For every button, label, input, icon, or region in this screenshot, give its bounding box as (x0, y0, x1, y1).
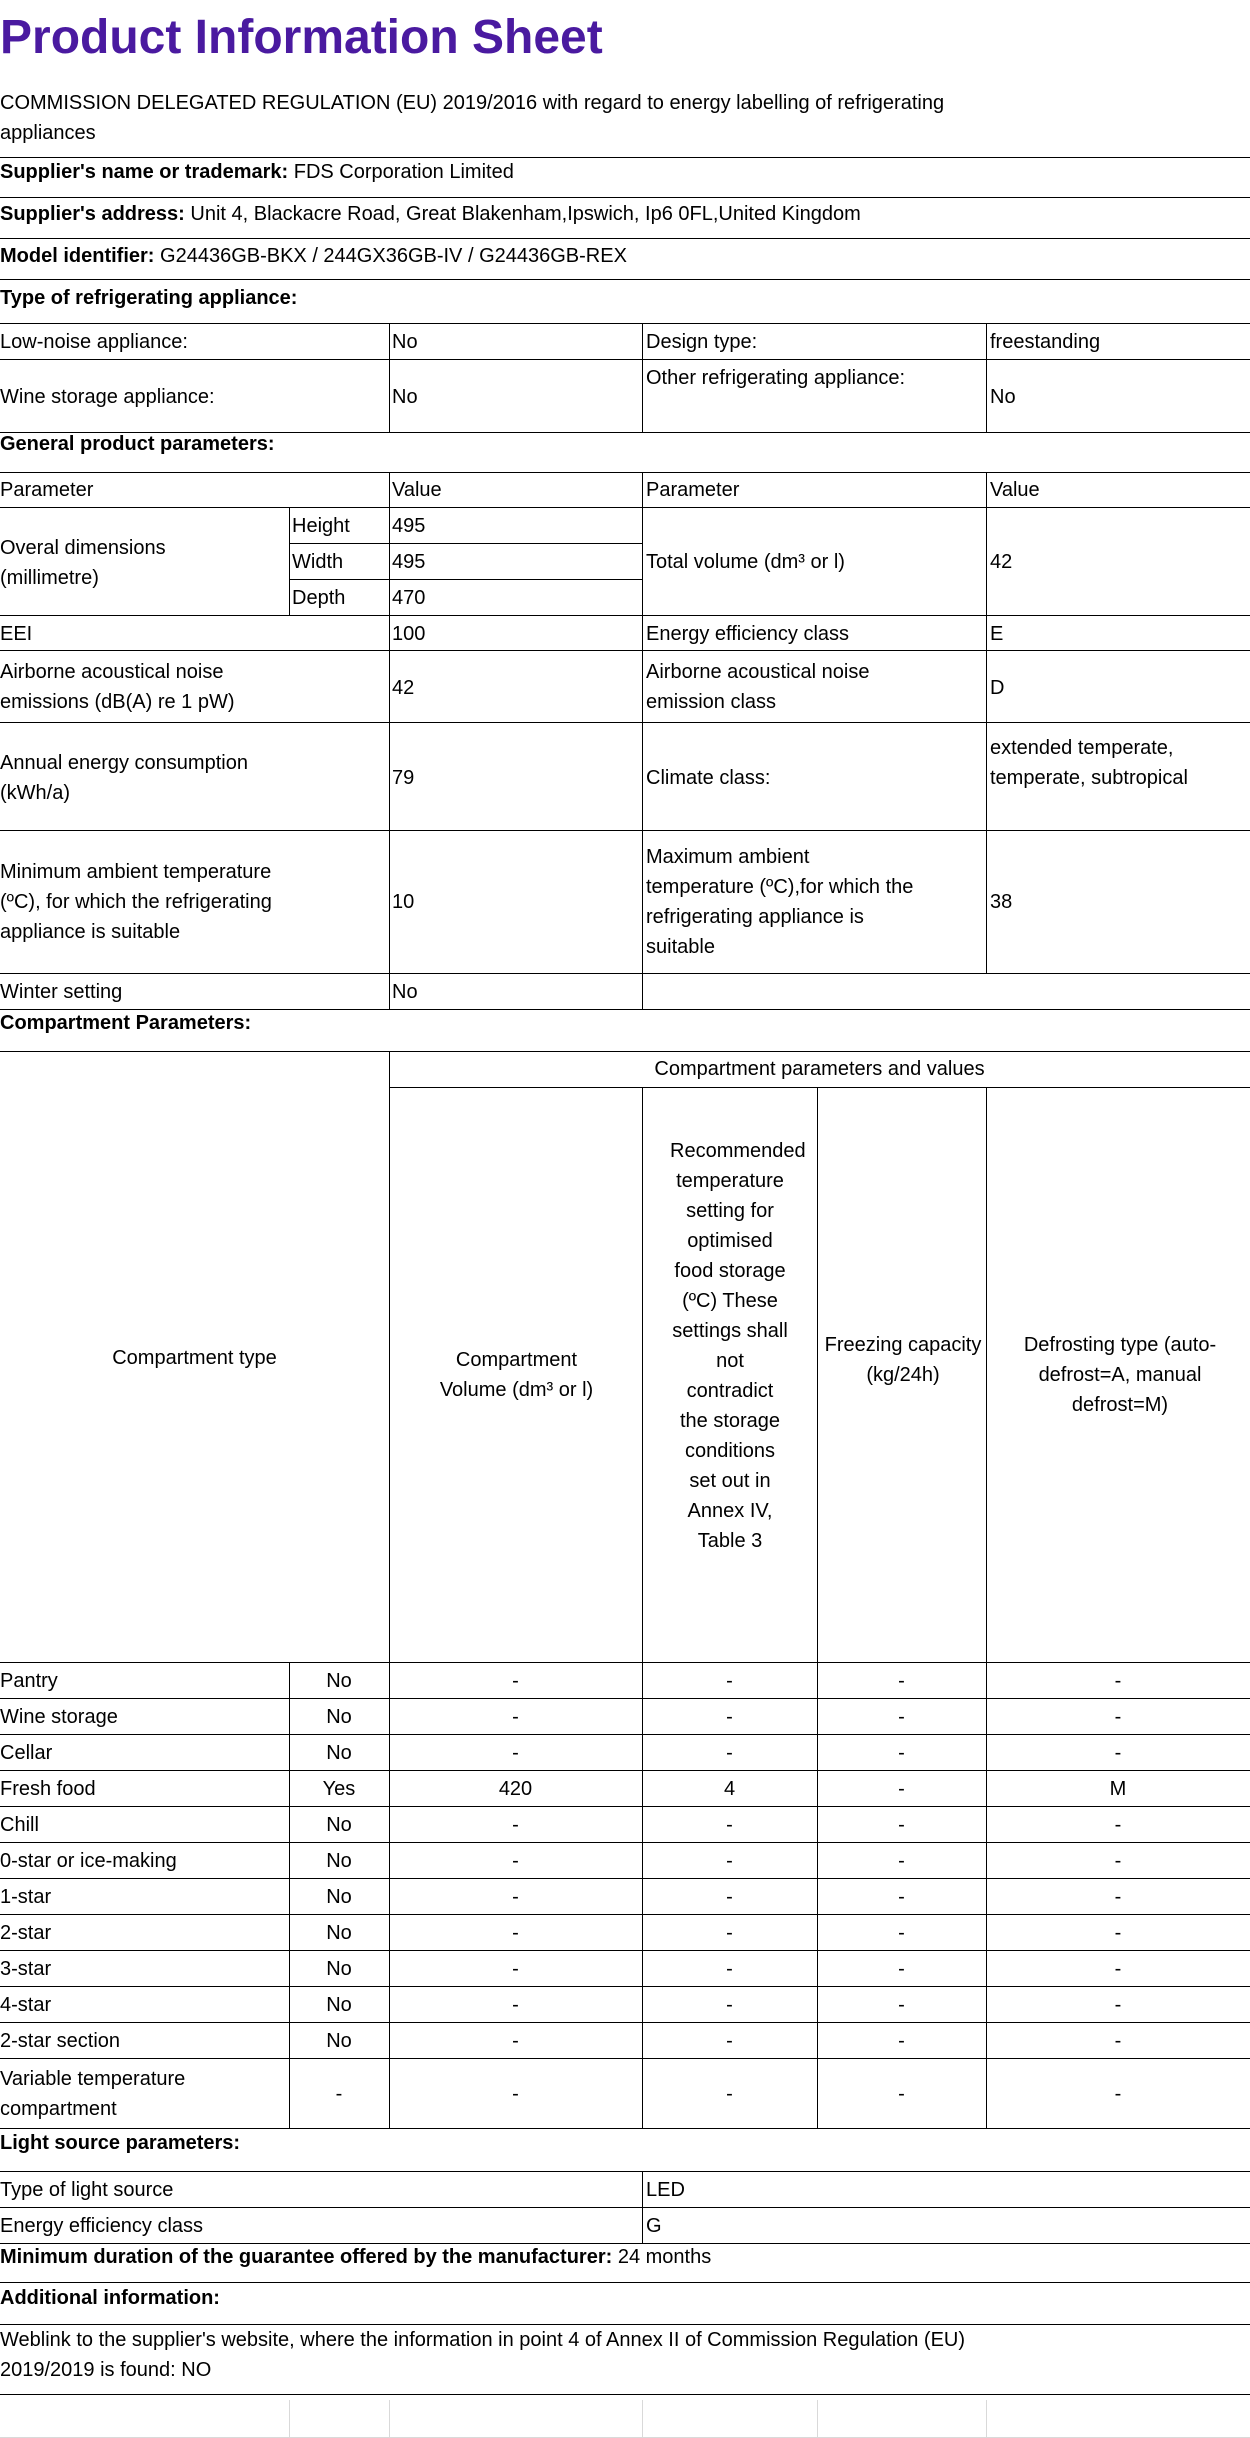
light-eec-value: G (646, 2215, 662, 2237)
eei-label: EEI (0, 623, 33, 645)
dimensions-label: Overal dimensions (millimetre) (0, 537, 166, 589)
compartment-present: No (326, 1922, 352, 1944)
min-ambient-label: Minimum ambient temperature (ºC), for which the refrigerating appliance is suitable (0, 861, 272, 943)
compartment-name: Pantry (0, 1670, 58, 1692)
compartment-name: Chill (0, 1814, 39, 1836)
compartment-name: 2-star (0, 1922, 52, 1944)
annual-consumption-value: 79 (392, 767, 415, 789)
col-compartment-type: Compartment type (112, 1347, 277, 1369)
noise-label: Airborne acoustical noise emissions (dB(A) re 1 pW) (0, 661, 235, 713)
height-value: 495 (392, 515, 426, 537)
col-defrost-type: Defrosting type (auto-defrost=A, manual defrost=M) (1023, 1334, 1217, 1416)
row-divider (0, 1698, 1250, 1699)
compartment-temp: - (726, 1850, 733, 1872)
supplier-address-value: Unit 4, Blackacre Road, Great Blakenham,Ipswich, Ip6 0FL,United Kingdom (190, 203, 861, 225)
compartment-freezing: - (898, 2083, 905, 2105)
compartment-defrost: - (1114, 1958, 1122, 1980)
col-parameter: Parameter (0, 479, 94, 501)
row-divider (0, 1770, 1250, 1771)
guarantee-row (0, 2246, 711, 2269)
eei-value: 100 (392, 623, 426, 645)
other-appliance-value: No (990, 386, 1016, 408)
col-value: Value (392, 479, 442, 501)
regulation-subtitle: COMMISSION DELEGATED REGULATION (EU) 2019/2016 with regard to energy labelling of refrigerating appliances (0, 92, 945, 144)
compartment-defrost: - (1114, 2083, 1122, 2105)
compartment-defrost: - (1114, 1886, 1122, 1908)
compartment-temp: - (726, 1742, 733, 1764)
compartment-defrost: - (1114, 1850, 1122, 1872)
compartment-present: No (326, 1670, 352, 1692)
supplier-address-row (0, 203, 861, 226)
wine-appliance-label: Wine storage appliance: (0, 386, 215, 408)
additional-heading: Additional information: (0, 2287, 220, 2309)
compartment-name: Variable temperature compartment (0, 2068, 186, 2120)
compartment-temp: - (726, 1706, 733, 1728)
compartment-volume: - (512, 1994, 519, 2016)
compartment-volume: - (512, 1706, 519, 1728)
width-value: 495 (392, 551, 426, 573)
row-divider (0, 2058, 1250, 2059)
compartment-temp: - (726, 1670, 733, 1692)
supplier-name-value: FDS Corporation Limited (293, 161, 514, 183)
total-volume-value: 42 (990, 551, 1013, 573)
compartment-temp: - (726, 2030, 733, 2052)
row-divider (0, 1842, 1250, 1843)
row-divider (0, 2022, 1250, 2023)
row-divider (0, 1734, 1250, 1735)
compartment-name: 1-star (0, 1886, 52, 1908)
compartment-present: No (326, 1994, 352, 2016)
compartment-temp: - (726, 1994, 733, 2016)
compartment-volume: - (512, 1670, 519, 1692)
climate-class-value: extended temperate, temperate, subtropical (990, 737, 1188, 789)
depth-value: 470 (392, 587, 426, 609)
compartment-defrost: M (1109, 1778, 1127, 1800)
model-row (0, 245, 627, 268)
depth-label: Depth (292, 587, 346, 609)
col-value-2: Value (990, 479, 1040, 501)
winter-setting-value: No (392, 981, 418, 1003)
col-recommended-temp: Recommended temperature setting for optimised food storage (ºC) These settings shall not contradict the storage conditions set out in Annex IV, Table 3 (670, 1140, 806, 1552)
compartment-freezing: - (898, 1778, 905, 1800)
wine-appliance-value: No (392, 386, 418, 408)
supplier-address-label: Supplier's address: (0, 203, 185, 225)
compartment-name: 0-star or ice-making (0, 1850, 177, 1872)
climate-class-label: Climate class: (646, 767, 771, 789)
light-type-value: LED (646, 2179, 685, 2201)
weblink-text: Weblink to the supplier's website, where the information in point 4 of Annex II of Commission Regulation (EU) 2019/2019 is found: (0, 2329, 966, 2381)
compartment-name: Wine storage (0, 1706, 118, 1728)
annual-consumption-label: Annual energy consumption (kWh/a) (0, 752, 248, 804)
max-ambient-value: 38 (990, 891, 1013, 913)
design-type-label: Design type: (646, 331, 758, 353)
compartment-defrost: - (1114, 1742, 1122, 1764)
winter-setting-label: Winter setting (0, 981, 123, 1003)
compartment-heading: Compartment Parameters: (0, 1012, 252, 1034)
model-value: G24436GB-BKX / 244GX36GB-IV / G24436GB-REX (160, 245, 627, 267)
compartment-defrost: - (1114, 1814, 1122, 1836)
guarantee-value: 24 months (617, 2246, 712, 2268)
noise-class-value: D (990, 677, 1005, 699)
compartment-temp: 4 (723, 1778, 736, 1800)
compartment-temp: - (726, 1814, 733, 1836)
compartment-present: No (326, 1814, 352, 1836)
page-title: Product Information Sheet (0, 11, 603, 64)
compartment-freezing: - (898, 1886, 905, 1908)
compartment-volume: 420 (498, 1778, 533, 1800)
compartment-freezing: - (898, 1706, 905, 1728)
compartment-temp: - (726, 1958, 733, 1980)
compartment-defrost: - (1114, 1922, 1122, 1944)
compartment-volume: - (512, 2083, 519, 2105)
compartment-name: Fresh food (0, 1778, 96, 1800)
eec-value: E (990, 623, 1004, 645)
width-label: Width (292, 551, 344, 573)
height-label: Height (292, 515, 350, 537)
col-parameter-2: Parameter (646, 479, 740, 501)
compartment-freezing: - (898, 2030, 905, 2052)
compartment-group-header: Compartment parameters and values (654, 1058, 985, 1080)
compartment-name: Cellar (0, 1742, 53, 1764)
type-heading: Type of refrigerating appliance: (0, 287, 298, 309)
weblink-row (0, 2325, 1040, 2385)
compartment-present: No (326, 1886, 352, 1908)
compartment-temp: - (726, 1922, 733, 1944)
compartment-freezing: - (898, 1922, 905, 1944)
noise-class-label: Airborne acoustical noise emission class (646, 661, 870, 713)
design-type-value: freestanding (990, 331, 1101, 353)
eec-label: Energy efficiency class (646, 623, 850, 645)
compartment-volume: - (512, 1814, 519, 1836)
row-divider (0, 1950, 1250, 1951)
col-freezing-capacity: Freezing capacity (kg/24h) (824, 1334, 982, 1386)
compartment-volume: - (512, 1886, 519, 1908)
compartment-volume: - (512, 1958, 519, 1980)
compartment-volume: - (512, 1922, 519, 1944)
compartment-defrost: - (1114, 1670, 1122, 1692)
compartment-present: Yes (322, 1778, 356, 1800)
compartment-freezing: - (898, 1670, 905, 1692)
general-heading: General product parameters: (0, 433, 275, 455)
compartment-temp: - (726, 2083, 733, 2105)
weblink-value: NO (181, 2359, 212, 2381)
noise-value: 42 (392, 677, 415, 699)
light-eec-label: Energy efficiency class (0, 2215, 204, 2237)
compartment-defrost: - (1114, 1994, 1122, 2016)
compartment-present: No (326, 1958, 352, 1980)
compartment-name: 3-star (0, 1958, 52, 1980)
min-ambient-value: 10 (392, 891, 415, 913)
max-ambient-label: Maximum ambient temperature (ºC),for which the refrigerating appliance is suitable (646, 846, 914, 958)
compartment-present: - (335, 2083, 343, 2105)
compartment-volume: - (512, 1850, 519, 1872)
compartment-defrost: - (1114, 1706, 1122, 1728)
compartment-freezing: - (898, 1742, 905, 1764)
compartment-volume: - (512, 2030, 519, 2052)
compartment-present: No (326, 1742, 352, 1764)
row-divider (0, 1878, 1250, 1879)
compartment-volume: - (512, 1742, 519, 1764)
low-noise-value: No (392, 331, 418, 353)
row-divider (0, 1914, 1250, 1915)
other-appliance-label: Other refrigerating appliance: (646, 367, 906, 389)
model-label: Model identifier: (0, 245, 155, 267)
low-noise-label: Low-noise appliance: (0, 331, 188, 353)
compartment-freezing: - (898, 1994, 905, 2016)
compartment-freezing: - (898, 1958, 905, 1980)
compartment-present: No (326, 2030, 352, 2052)
row-divider (0, 1986, 1250, 1987)
total-volume-label: Total volume (dm³ or l) (646, 551, 845, 573)
compartment-freezing: - (898, 1814, 905, 1836)
guarantee-label: Minimum duration of the guarantee offered by the manufacturer: (0, 2246, 613, 2268)
supplier-name-label: Supplier's name or trademark: (0, 161, 289, 183)
compartment-present: No (326, 1850, 352, 1872)
compartment-name: 2-star section (0, 2030, 121, 2052)
col-compartment-volume: Compartment Volume (dm³ or l) (439, 1349, 594, 1401)
compartment-freezing: - (898, 1850, 905, 1872)
supplier-name-row (0, 161, 514, 184)
compartment-name: 4-star (0, 1994, 52, 2016)
compartment-defrost: - (1114, 2030, 1122, 2052)
light-heading: Light source parameters: (0, 2132, 241, 2154)
light-type-label: Type of light source (0, 2179, 174, 2201)
compartment-temp: - (726, 1886, 733, 1908)
compartment-present: No (326, 1706, 352, 1728)
row-divider (0, 1806, 1250, 1807)
